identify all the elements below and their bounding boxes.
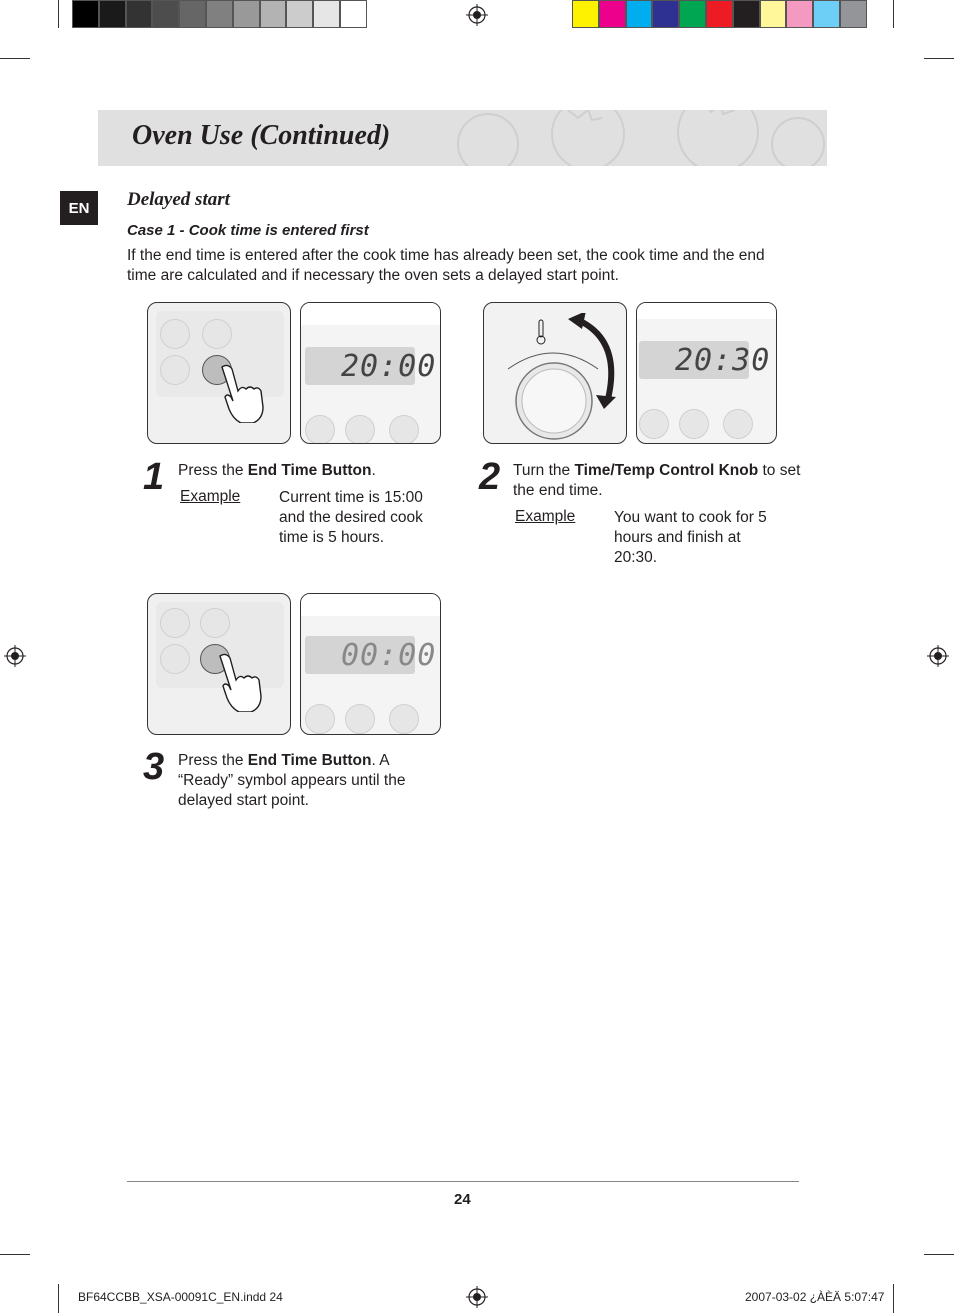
pointing-hand-icon: [214, 652, 264, 712]
rotate-arrow-icon: [568, 313, 626, 409]
color-swatch: [706, 0, 733, 28]
step-text-bold: Time/Temp Control Knob: [574, 462, 759, 479]
step-instruction: [178, 751, 438, 811]
display-time: 20:30: [675, 343, 771, 378]
panel-top-strip: [301, 594, 441, 616]
color-swatch: [679, 0, 706, 28]
display-panel-illustration: [636, 302, 777, 444]
color-swatch: [760, 0, 787, 28]
step-text-part: Press the: [178, 462, 248, 479]
color-swatch: [72, 0, 99, 28]
clock-button-icon: [160, 319, 190, 349]
step-text-part: to set the end time.: [513, 462, 801, 499]
step-number: 3: [143, 746, 165, 788]
step-text-bold: End Time Button: [247, 462, 372, 479]
registration-mark-icon: [4, 645, 26, 667]
crop-mark: [0, 1254, 30, 1255]
step-text-part: . A “Ready” symbol appears until the delayed start point.: [178, 752, 406, 809]
registration-mark-icon: [927, 645, 949, 667]
light-button-icon: [305, 704, 335, 734]
color-swatch: [599, 0, 626, 28]
registration-mark-icon: [466, 1286, 488, 1308]
knob-illustration: [483, 302, 627, 444]
step-text-part: .: [371, 462, 376, 479]
color-swatch: [286, 0, 313, 28]
color-swatch: [152, 0, 179, 28]
footer-divider: [127, 1181, 799, 1182]
display-time: 00:00: [341, 638, 437, 673]
step-instruction: [178, 461, 438, 481]
knob-button-icon: [345, 415, 375, 444]
color-swatch: [840, 0, 867, 28]
pointing-hand-icon: [216, 363, 266, 423]
color-swatch: [233, 0, 260, 28]
crop-mark: [893, 0, 894, 28]
crop-mark: [893, 1284, 894, 1313]
panel-top-strip: [301, 303, 441, 325]
color-swatch: [813, 0, 840, 28]
color-swatch: [786, 0, 813, 28]
color-swatch: [572, 0, 599, 28]
tomato-watermark-icon: [428, 110, 827, 166]
knob-button-icon: [679, 409, 709, 439]
color-swatch: [313, 0, 340, 28]
intro-paragraph: If the end time is entered after the cook time has already been set, the cook time and the end time are calculated and if necessary the oven sets a delayed start point.: [127, 247, 765, 284]
color-swatch: [179, 0, 206, 28]
crop-mark: [58, 0, 59, 28]
clock-button-icon: [160, 608, 190, 638]
crop-mark: [58, 1284, 59, 1313]
color-swatch: [206, 0, 233, 28]
menu-button-icon: [389, 415, 419, 444]
title-band: [98, 110, 827, 166]
gray-color-bar: [72, 0, 367, 29]
menu-button-icon: [723, 409, 753, 439]
cook-time-button-icon: [200, 608, 230, 638]
light-button-icon: [639, 409, 669, 439]
step-text-part: Press the: [178, 752, 248, 769]
page-title: Oven Use (Continued): [132, 120, 391, 151]
color-swatch: [733, 0, 760, 28]
example-label: Example: [180, 488, 241, 505]
crop-mark: [924, 1254, 954, 1255]
color-swatch: [652, 0, 679, 28]
display-panel-illustration: [300, 593, 441, 735]
light-button-icon: [305, 415, 335, 444]
page-number: 24: [454, 1191, 471, 1208]
display-panel-illustration: [300, 302, 441, 444]
control-panel-illustration: [147, 302, 291, 444]
step-number: 2: [479, 456, 501, 498]
step-instruction: [513, 461, 803, 501]
step-number: 1: [143, 456, 165, 498]
timer-button-icon: [160, 644, 190, 674]
color-swatch: [99, 0, 126, 28]
case-heading: Case 1 - Cook time is entered first: [127, 222, 369, 239]
example-label: Example: [515, 508, 576, 525]
crop-mark: [924, 58, 954, 59]
language-badge: EN: [60, 191, 98, 225]
knob-button-icon: [345, 704, 375, 734]
menu-button-icon: [389, 704, 419, 734]
step-text-bold: End Time Button: [247, 752, 372, 769]
crop-mark: [0, 58, 30, 59]
color-bar: [572, 0, 867, 29]
date-info: 2007-03-02 ¿ÀÈÄ 5:07:47: [745, 1290, 885, 1304]
registration-mark-icon: [466, 4, 488, 26]
control-panel-illustration: [147, 593, 291, 735]
example-text: You want to cook for 5 hours and finish at 20:30.: [614, 509, 767, 566]
timer-button-icon: [160, 355, 190, 385]
panel-top-strip: [637, 303, 777, 319]
color-swatch: [126, 0, 153, 28]
cook-time-button-icon: [202, 319, 232, 349]
section-heading: Delayed start: [127, 189, 230, 210]
color-swatch: [260, 0, 287, 28]
display-time: 20:00: [341, 349, 437, 384]
file-info: BF64CCBB_XSA-00091C_EN.indd 24: [78, 1290, 283, 1304]
example-text: Current time is 15:00 and the desired cook time is 5 hours.: [279, 489, 423, 546]
color-swatch: [340, 0, 367, 28]
color-swatch: [626, 0, 653, 28]
step-text-part: Turn the: [513, 462, 575, 479]
